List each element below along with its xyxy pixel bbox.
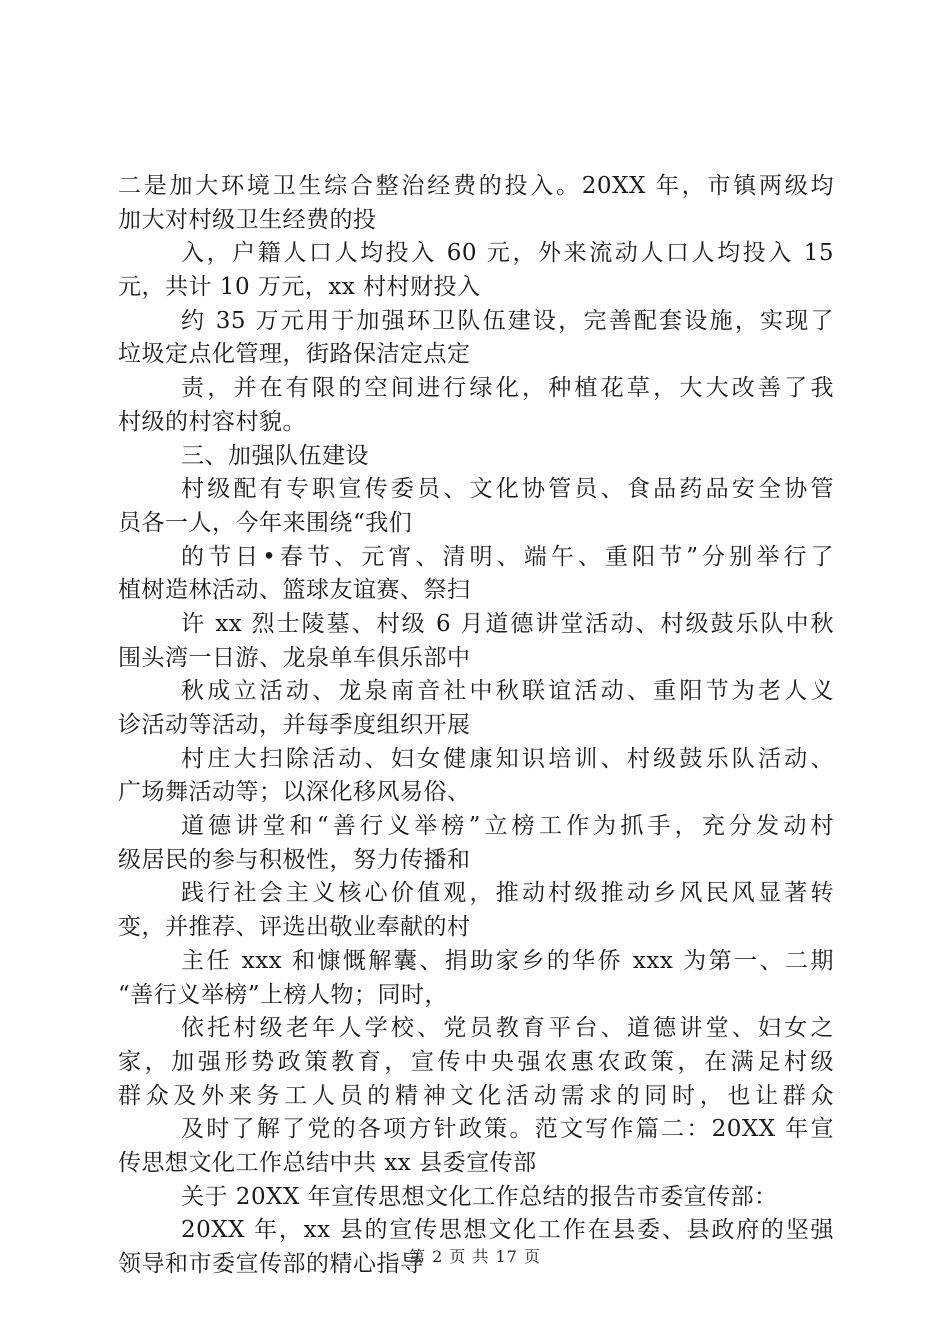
text-line: 二是加大环境卫生综合整治经费的投入。20XX 年，市镇两级均: [118, 173, 834, 199]
text-line: 责，并在有限的空间进行绿化，种植花草，大大改善了我: [181, 375, 834, 402]
text-line: 垃圾定点化管理，街路保洁定点定: [118, 341, 471, 368]
text-line: 20XX 年，xx 县的宣传思想文化工作在县委、县政府的坚强: [181, 1217, 834, 1244]
text-line: 村级配有专职宣传委员、文化协管员、食品药品安全协管: [181, 476, 834, 503]
text-line: 围头湾一日游、龙泉单车俱乐部中: [118, 644, 471, 671]
text-line: 依托村级老年人学校、党员教育平台、道德讲堂、妇女之: [181, 1015, 834, 1042]
text-line: 入，户籍人口人均投入 60 元，外来流动人口人均投入 15: [181, 240, 834, 267]
text-line: 加大对村级卫生经费的投: [118, 206, 377, 233]
page-footer: 第 2 页 共 17 页: [409, 1247, 541, 1266]
text-line: 级居民的参与积极性，努力传播和: [118, 846, 471, 873]
text-line: 元，共计 10 万元，xx 村村财投入: [118, 274, 481, 301]
text-line: 传思想文化工作总结中共 xx 县委宣传部: [118, 1149, 537, 1176]
text-line: 领导和市委宣传部的精心指导: [118, 1251, 424, 1277]
text-line: 群众及外来务工人员的精神文化活动需求的同时，也让群众: [118, 1082, 834, 1109]
text-line: 三、加强队伍建设: [181, 442, 369, 469]
document-body: [118, 170, 834, 1282]
text-line: 诊活动等活动，并每季度组织开展: [118, 712, 471, 738]
text-line: 践行社会主义核心价值观，推动村级推动乡风民风显著转: [181, 880, 834, 907]
text-line: 秋成立活动、龙泉南音社中秋联谊活动、重阳节为老人义: [181, 678, 834, 705]
text-line: 关于 20XX 年宣传思想文化工作总结的报告市委宣传部：: [181, 1183, 778, 1210]
text-line: 员各一人，今年来围绕“我们: [118, 509, 413, 536]
text-line: 广场舞活动等；以深化移风易俗、: [118, 779, 471, 806]
text-line: 道德讲堂和“善行义举榜”立榜工作为抓手，充分发动村: [181, 813, 834, 840]
text-line: 及时了解了党的各项方针政策。范文写作篇二：20XX 年宣: [181, 1116, 834, 1143]
text-line: 主任 xxx 和慷慨解囊、捐助家乡的华侨 xxx 为第一、二期: [181, 947, 834, 974]
text-line: 的节日•春节、元宵、清明、端午、重阳节”分别举行了: [181, 543, 834, 570]
text-line: 村级的村容村貌。: [118, 408, 306, 435]
text-line: 家，加强形势政策教育，宣传中央强农惠农政策，在满足村级: [118, 1048, 834, 1075]
text-line: 植树造林活动、篮球友谊赛、祭扫: [118, 577, 471, 604]
text-line: 村庄大扫除活动、妇女健康知识培训、村级鼓乐队活动、: [181, 745, 834, 772]
text-line: “善行义举榜”上榜人物；同时，: [118, 981, 449, 1008]
text-line: 约 35 万元用于加强环卫队伍建设，完善配套设施，实现了: [181, 307, 834, 334]
text-line: 变，并推荐、评选出敬业奉献的村: [118, 914, 471, 941]
text-line: 许 xx 烈士陵墓、村级 6 月道德讲堂活动、村级鼓乐队中秋: [181, 610, 834, 637]
